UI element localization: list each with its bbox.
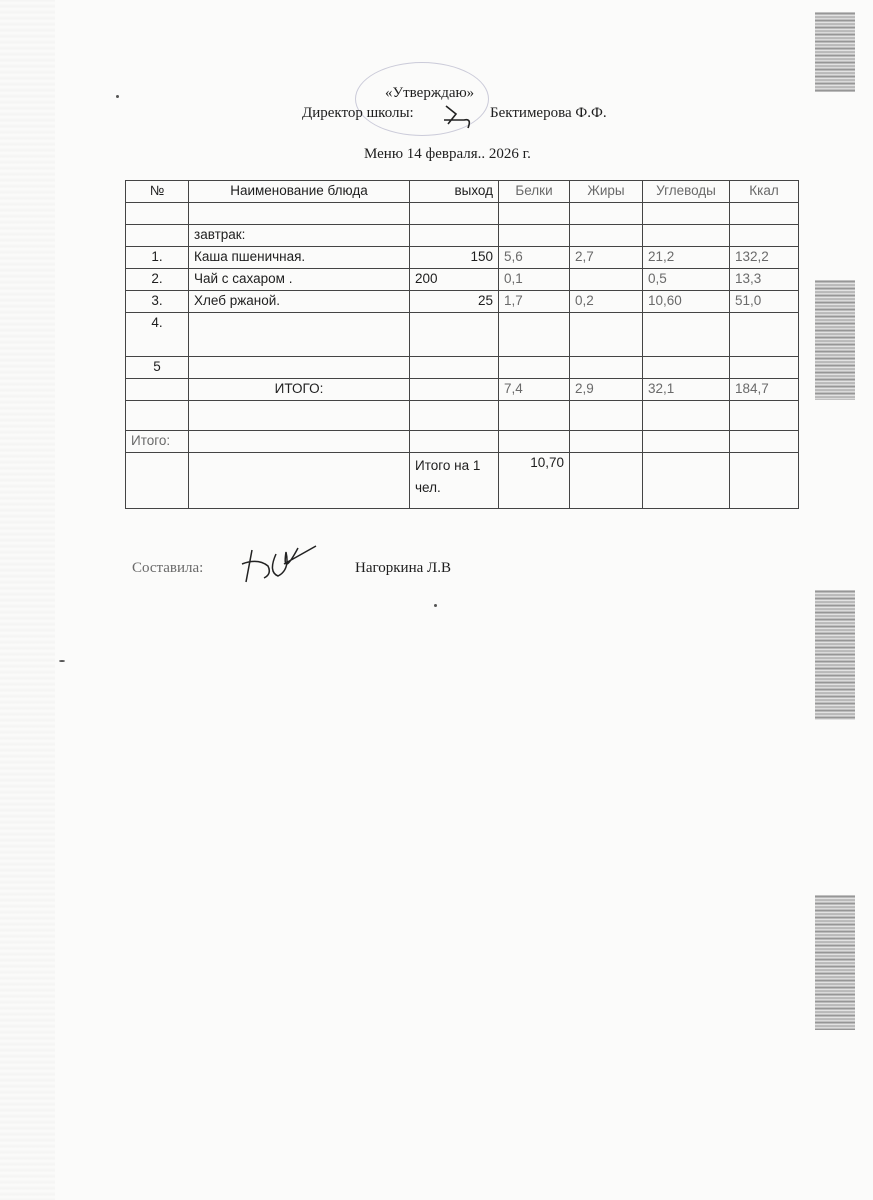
total-label: ИТОГО:	[189, 379, 410, 401]
dish-carbs: 21,2	[643, 247, 730, 269]
section-label: завтрак:	[189, 225, 410, 247]
director-label: Директор школы:	[302, 105, 414, 121]
column-header: Ккал	[730, 181, 799, 203]
dish-name: Чай с сахаром .	[189, 269, 410, 291]
dish-carbs: 0,5	[643, 269, 730, 291]
total-kcal: 184,7	[730, 379, 799, 401]
dish-output: 150	[410, 247, 499, 269]
approval-heading: «Утверждаю»	[385, 85, 475, 101]
dish-name: Каша пшеничная.	[189, 247, 410, 269]
table-header-row	[126, 181, 799, 203]
per-person-label: Итого на 1 чел.	[410, 453, 499, 509]
row-number: 4.	[126, 313, 189, 357]
dish-output: 25	[410, 291, 499, 313]
table-total-row	[126, 379, 799, 401]
menu-table	[125, 180, 799, 509]
director-name: Бектимерова Ф.Ф.	[490, 105, 607, 121]
scan-shading-left	[0, 0, 55, 1200]
dish-fat	[570, 269, 643, 291]
table-row	[126, 291, 799, 313]
dish-fat: 2,7	[570, 247, 643, 269]
dish-name: Хлеб ржаной.	[189, 291, 410, 313]
compiled-name: Нагоркина Л.В	[355, 560, 451, 576]
scan-speck	[116, 95, 119, 98]
total-fat: 2,9	[570, 379, 643, 401]
scan-edge-artifact	[815, 895, 855, 1030]
dish-kcal: 51,0	[730, 291, 799, 313]
itogo-label: Итого:	[126, 431, 189, 453]
per-person-value: 10,70	[499, 453, 570, 509]
table-row-empty	[126, 357, 799, 379]
table-row	[126, 247, 799, 269]
table-row-section	[126, 225, 799, 247]
scan-speck	[59, 660, 65, 662]
table-row-blank	[126, 401, 799, 431]
dish-protein: 5,6	[499, 247, 570, 269]
column-header: Белки	[499, 181, 570, 203]
total-carbs: 32,1	[643, 379, 730, 401]
scan-speck	[434, 604, 437, 607]
total-protein: 7,4	[499, 379, 570, 401]
column-header: Наименование блюда	[189, 181, 410, 203]
dish-kcal: 13,3	[730, 269, 799, 291]
dish-protein: 1,7	[499, 291, 570, 313]
row-number: 3.	[126, 291, 189, 313]
row-number: 2.	[126, 269, 189, 291]
column-header: выход	[410, 181, 499, 203]
table-itogo-row	[126, 431, 799, 453]
table-row	[126, 269, 799, 291]
menu-title: Меню 14 февраля.. 2026 г.	[364, 146, 531, 162]
compiled-label: Составила:	[132, 560, 204, 576]
row-number: 5	[126, 357, 189, 379]
scan-edge-artifact	[815, 590, 855, 720]
dish-protein: 0,1	[499, 269, 570, 291]
table-row-empty	[126, 313, 799, 357]
dish-kcal: 132,2	[730, 247, 799, 269]
director-signature	[438, 100, 478, 132]
row-number: 1.	[126, 247, 189, 269]
scan-edge-artifact	[815, 12, 855, 92]
dish-fat: 0,2	[570, 291, 643, 313]
table-per-person-row	[126, 453, 799, 509]
column-header: №	[126, 181, 189, 203]
column-header: Углеводы	[643, 181, 730, 203]
table-row-blank	[126, 203, 799, 225]
scan-edge-artifact	[815, 280, 855, 400]
dish-output: 200	[410, 269, 499, 291]
column-header: Жиры	[570, 181, 643, 203]
dish-carbs: 10,60	[643, 291, 730, 313]
compiler-signature	[238, 542, 320, 588]
